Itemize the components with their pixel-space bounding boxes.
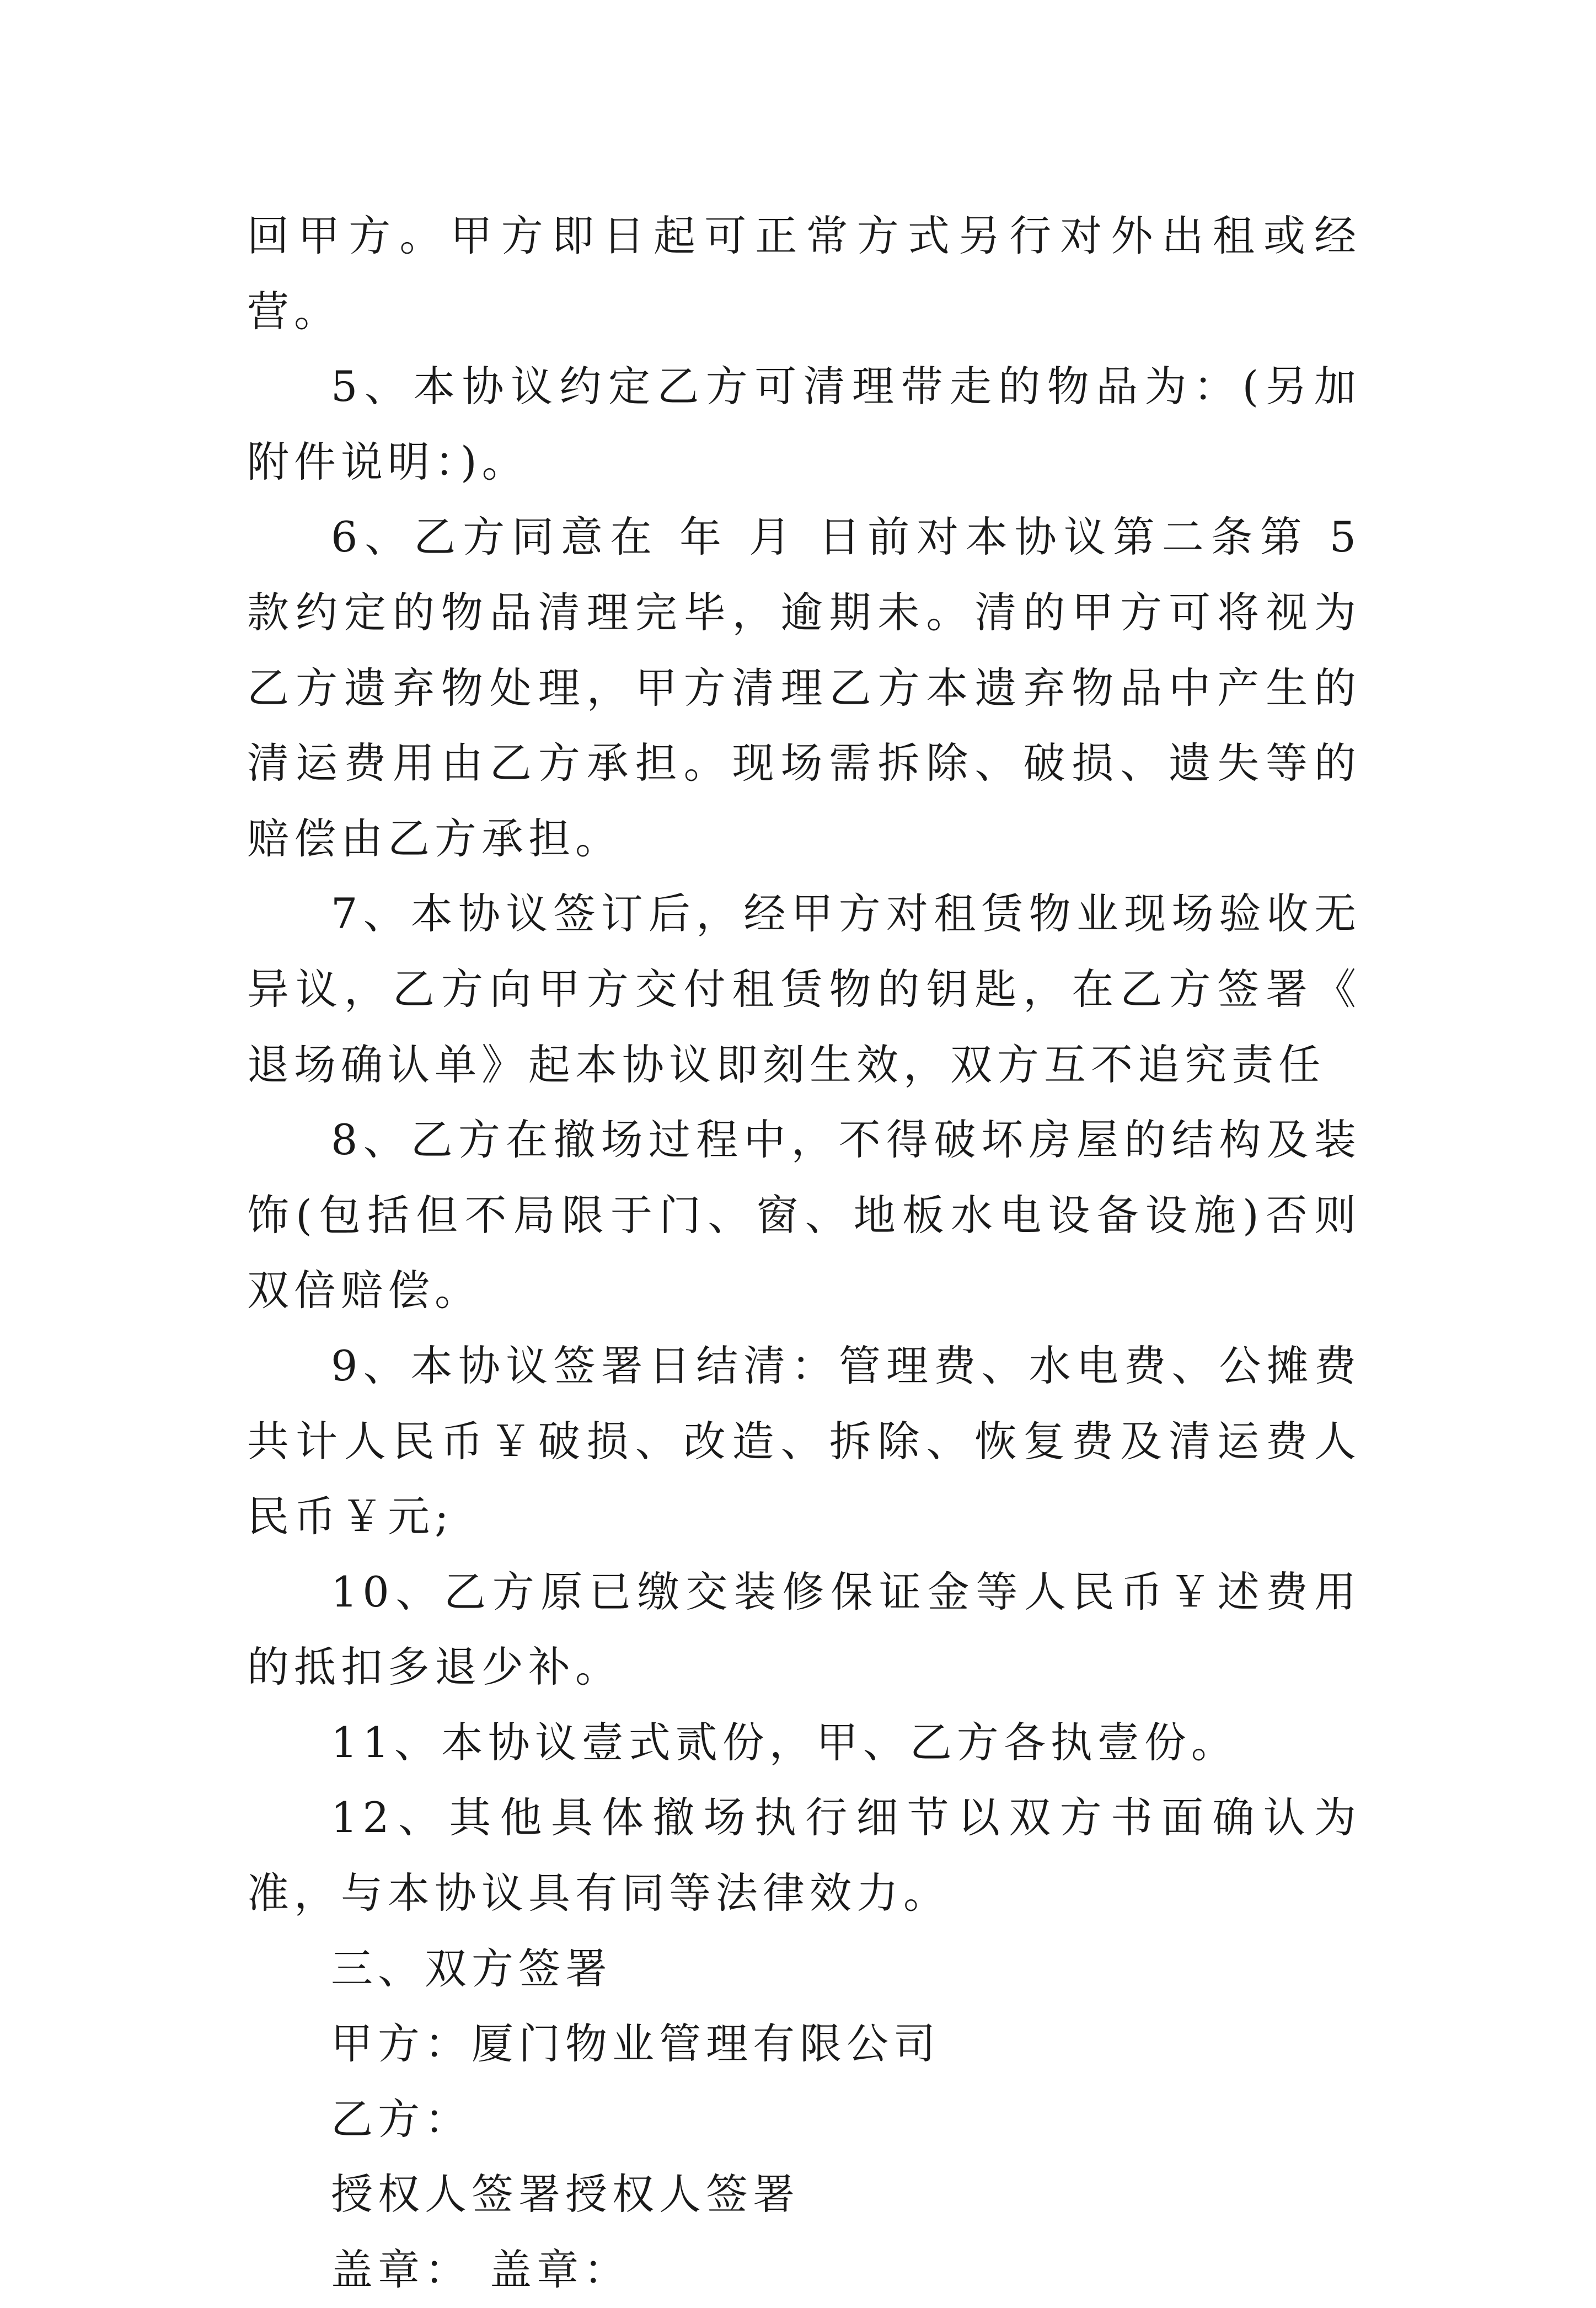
clause-7: 7、本协议签订后，经甲方对租赁物业现场验收无异议，乙方向甲方交付租赁物的钥匙，在乙方签署《 退场确认单》起本协议即刻生效，双方互不追究责任	[247, 889, 1361, 1089]
authorized-signature-line: 授权人签署授权人签署	[331, 2170, 800, 2219]
seal-line: 盖章： 盖章：	[331, 2245, 631, 2295]
clause-5: 5、本协议约定乙方可清理带走的物品为：(另加附件说明：)。	[247, 362, 1361, 486]
party-a-line: 甲方：厦门物业管理有限公司	[331, 2019, 940, 2069]
clause-10: 10、乙方原已缴交装修保证金等人民币￥述费用的抵扣多退少补。	[247, 1567, 1361, 1692]
clause-9: 9、本协议签署日结清：管理费、水电费、公摊费共计人民币￥破损、改造、拆除、恢复费及清运费人民币￥元;	[247, 1341, 1361, 1541]
paragraph-continuation: 回甲方。甲方即日起可正常方式另行对外出租或经营。	[247, 211, 1361, 336]
clause-12: 12、其他具体撤场执行细节以双方书面确认为准，与本协议具有同等法律效力。	[247, 1793, 1361, 1918]
document-body	[247, 199, 1361, 2308]
clause-6: 6、乙方同意在 年 月 日前对本协议第二条第 5 款约定的物品清理完毕，逾期未。清的甲方可将视为乙方遗弃物处理，甲方清理乙方本遗弃物品中产生的清运费用由乙方承担。现场需拆除、破损、遗失等的赔偿由乙方承担。	[247, 512, 1361, 863]
clause-8: 8、乙方在撤场过程中，不得破坏房屋的结构及装饰(包括但不局限于门、窗、地板水电设备设施)否则双倍赔偿。	[247, 1115, 1361, 1315]
signature-heading: 三、双方签署	[331, 1943, 612, 1993]
party-b-line: 乙方：	[331, 2094, 472, 2144]
clause-11: 11、本协议壹式贰份，甲、乙方各执壹份。	[331, 1717, 1238, 1767]
